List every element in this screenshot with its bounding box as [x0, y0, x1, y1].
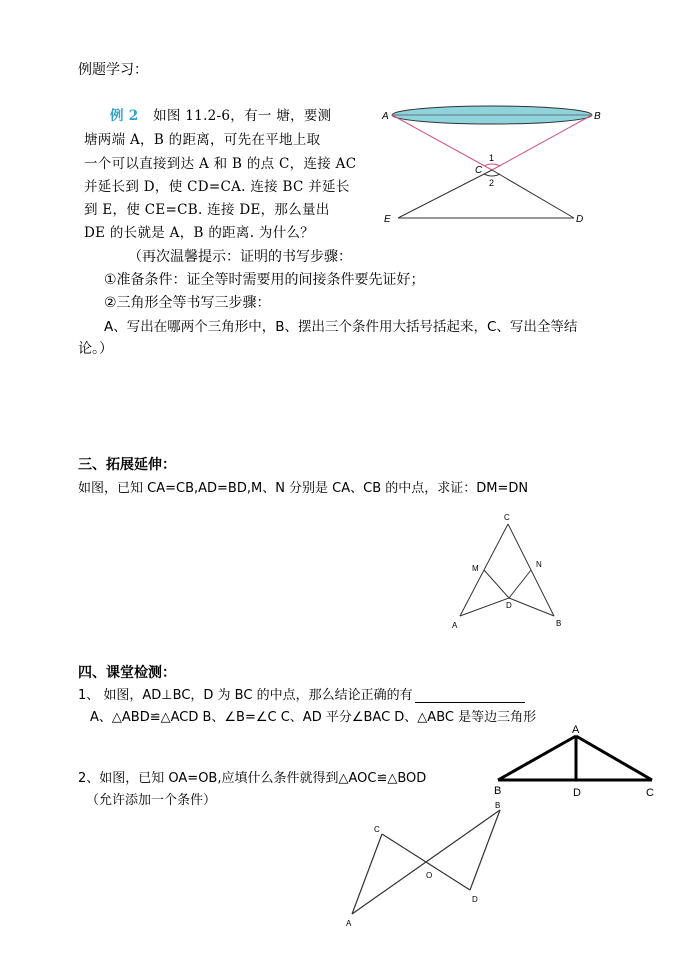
- label-m: M: [472, 564, 479, 573]
- example-line-4: 并延长到 D，使 CD=CA. 连接 BC 并延长: [84, 179, 350, 195]
- segment-cd: [492, 170, 574, 218]
- example-line-5: 到 E，使 CE=CB. 连接 DE，那么量出: [84, 202, 330, 218]
- label-a: A: [382, 111, 389, 122]
- label-d: D: [506, 601, 512, 610]
- label-c: C: [475, 165, 483, 176]
- label-a: A: [452, 621, 458, 630]
- example-line-3: 一个可以直接到达 A 和 B 的点 C，连接 AC: [84, 156, 357, 172]
- hint-line-1: （再次温馨提示：证明的书写步骤：: [128, 249, 352, 265]
- q2-text: 2、如图，已知 OA=OB,应填什么条件就得到△AOC≌△BOD: [78, 771, 427, 786]
- label-d: D: [576, 214, 584, 225]
- angle-2-arc: [484, 174, 500, 176]
- segment-ce: [398, 170, 495, 218]
- label-o: O: [426, 871, 433, 880]
- pond-figure: [378, 100, 608, 230]
- q1-options: A、△ABD≌△ACD B、∠B=∠C C、AD 平分∠BAC D、△ABC 是等边三角形: [90, 710, 537, 725]
- label-a: A: [572, 724, 580, 736]
- segment-ab: [498, 736, 576, 780]
- q2-note: （允许添加一个条件）: [86, 793, 217, 808]
- label-b: B: [494, 785, 502, 797]
- check-heading: 四、课堂检测：: [78, 665, 176, 681]
- hint-line-5: 论。）: [78, 341, 113, 357]
- segment-ad: [460, 598, 509, 616]
- hint-line-2: ①准备条件：证全等时需要用的间接条件要先证好；: [104, 272, 425, 288]
- example-line-2: 塘两端 A，B 的距离，可先在平地上取: [84, 132, 321, 148]
- example-line-6: DE 的长就是 A，B 的距离. 为什么？: [84, 225, 315, 241]
- hint-line-4: A、写出在哪两个三角形中，B、摆出三个条件用大括号括起来，C、写出全等结: [104, 319, 578, 335]
- example-heading: 例题学习：: [78, 62, 148, 78]
- hint-line-3: ②三角形全等书写三步骤：: [104, 295, 271, 311]
- label-b: B: [495, 801, 501, 810]
- segment-bd: [470, 810, 500, 890]
- q1-text: 1、 如图，AD⊥BC，D 为 BC 的中点，那么结论正确的有: [78, 688, 413, 703]
- label-d: D: [573, 787, 581, 799]
- example-label: 例 2: [110, 108, 139, 124]
- extend-problem: 如图，已知 CA=CB,AD=BD,M、N 分别是 CA、CB 的中点，求证：DM=DN: [78, 481, 529, 496]
- extend-heading: 三、拓展延伸：: [78, 457, 176, 473]
- label-angle-1: 1: [489, 153, 495, 163]
- label-c: C: [646, 787, 654, 799]
- angle-1-arc: [484, 164, 500, 166]
- label-n: N: [536, 560, 542, 569]
- segment-bd: [509, 598, 554, 616]
- label-e: E: [384, 214, 391, 225]
- bowtie-figure: [340, 796, 520, 936]
- segment-nd: [509, 570, 531, 598]
- q1-text-row: [78, 684, 525, 703]
- segment-ac: [576, 736, 652, 780]
- example-line-1-text: 如图 11.2-6，有一 塘，要测: [153, 108, 332, 124]
- label-c: C: [374, 825, 380, 834]
- label-b: B: [594, 111, 601, 122]
- label-d: D: [472, 895, 478, 904]
- triangle-figure: [490, 722, 665, 802]
- label-b: B: [556, 619, 562, 628]
- kite-figure: [448, 508, 578, 633]
- label-a: A: [346, 919, 352, 928]
- label-angle-2: 2: [489, 178, 495, 188]
- example-line-1: [110, 104, 332, 124]
- q1-answer-blank[interactable]: [415, 688, 525, 703]
- segment-ca: [352, 834, 382, 914]
- label-c: C: [504, 513, 510, 522]
- segment-md: [484, 570, 509, 598]
